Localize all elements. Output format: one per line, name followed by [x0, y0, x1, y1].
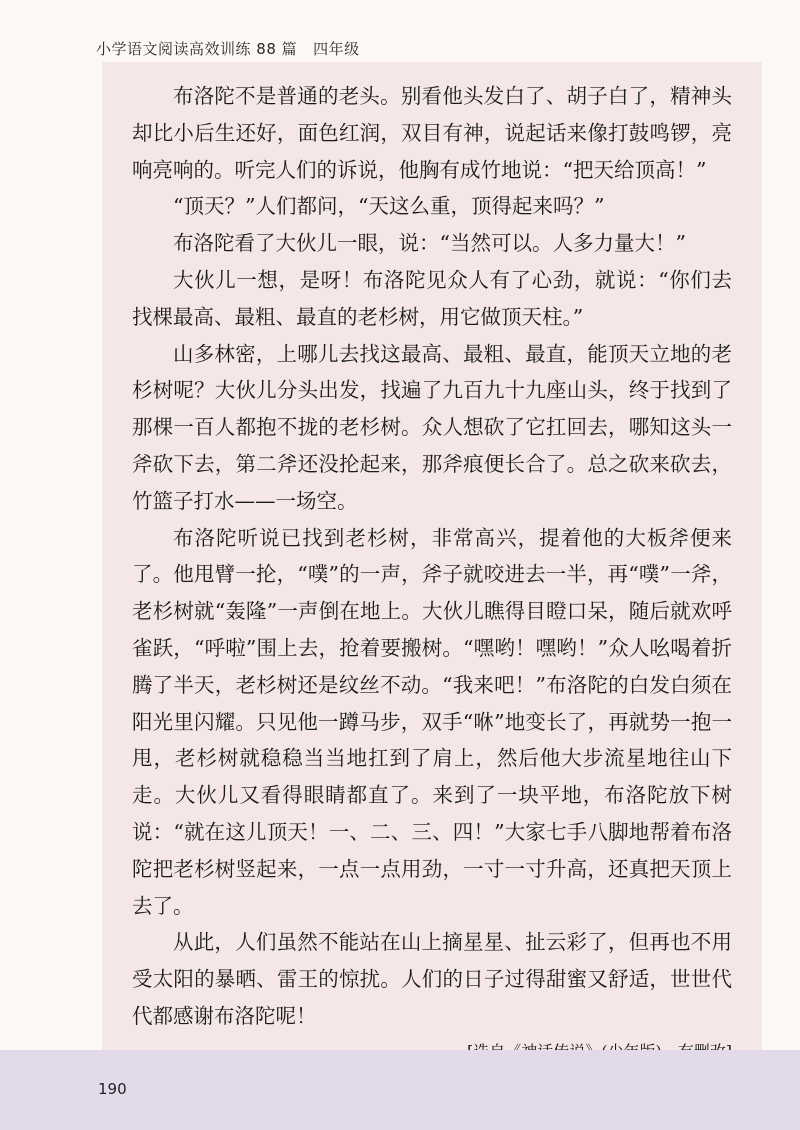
- page-number: 190: [98, 1080, 127, 1098]
- paragraph: 布洛陀看了大伙儿一眼，说：“当然可以。人多力量大！”: [173, 231, 686, 256]
- book-title: 小学语文阅读高效训练 88 篇: [96, 40, 298, 58]
- paragraph: 布洛陀听说已找到老杉树，非常高兴，提着他的大板斧便来了。他甩臂一抡，“噗”的一声，斧子就咬进去一半，再“噗”一斧，老杉树就“轰隆”一声倒在地上。大伙儿瞧得目瞪口呆，随后就欢呼雀跃，“呼啦”围上去，抢着要搬树。“嘿哟！嘿哟！”众人吆喝着折腾了半天，老杉树还是纹丝不动。“我来吧！”布洛陀的白发白须在阳光里闪耀。只见他一蹲马步，双手“咻”地变长了，再就势一抱一甩，老杉树就稳稳当当地扛到了肩上，然后他大步流星地往山下走。大伙儿又看得眼睛都直了。来到了一块平地，布洛陀放下树说：“就在这儿顶天！一、二、三、四！”大家七手八脚地帮着布洛陀把老杉树竖起来，一点一点用劲，一寸一寸升高，还真把天顶上去了。: [132, 525, 732, 918]
- grade-label: 四年级: [313, 40, 360, 58]
- paragraph: “顶天？”人们都问，“天这么重，顶得起来吗？”: [173, 194, 605, 219]
- running-header: [96, 38, 360, 59]
- paragraph: 大伙儿一想，是呀！布洛陀见众人有了心劲，就说：“你们去找棵最高、最粗、最直的老杉树，用它做顶天柱。”: [132, 267, 732, 329]
- article-body: [132, 78, 732, 1067]
- paragraph: 布洛陀不是普通的老头。别看他头发白了、胡子白了，精神头却比小后生还好，面色红润，双目有神，说起话来像打鼓鸣锣，亮响亮响的。听完人们的诉说，他胸有成竹地说：“把天给顶高！”: [132, 84, 732, 182]
- paragraph: 山多林密，上哪儿去找这最高、最粗、最直，能顶天立地的老杉树呢？大伙儿分头出发，找遍了九百九十九座山头，终于找到了那棵一百人都抱不拢的老杉树。众人想砍了它扛回去，哪知这头一斧砍下去，第二斧还没抡起来，那斧痕便长合了。总之砍来砍去，竹篮子打水——一场空。: [132, 341, 732, 513]
- paragraph: 从此，人们虽然不能站在山上摘星星、扯云彩了，但再也不用受太阳的暴晒、雷王的惊扰。人们的日子过得甜蜜又舒适，世世代代都感谢布洛陀呢！: [132, 930, 732, 1028]
